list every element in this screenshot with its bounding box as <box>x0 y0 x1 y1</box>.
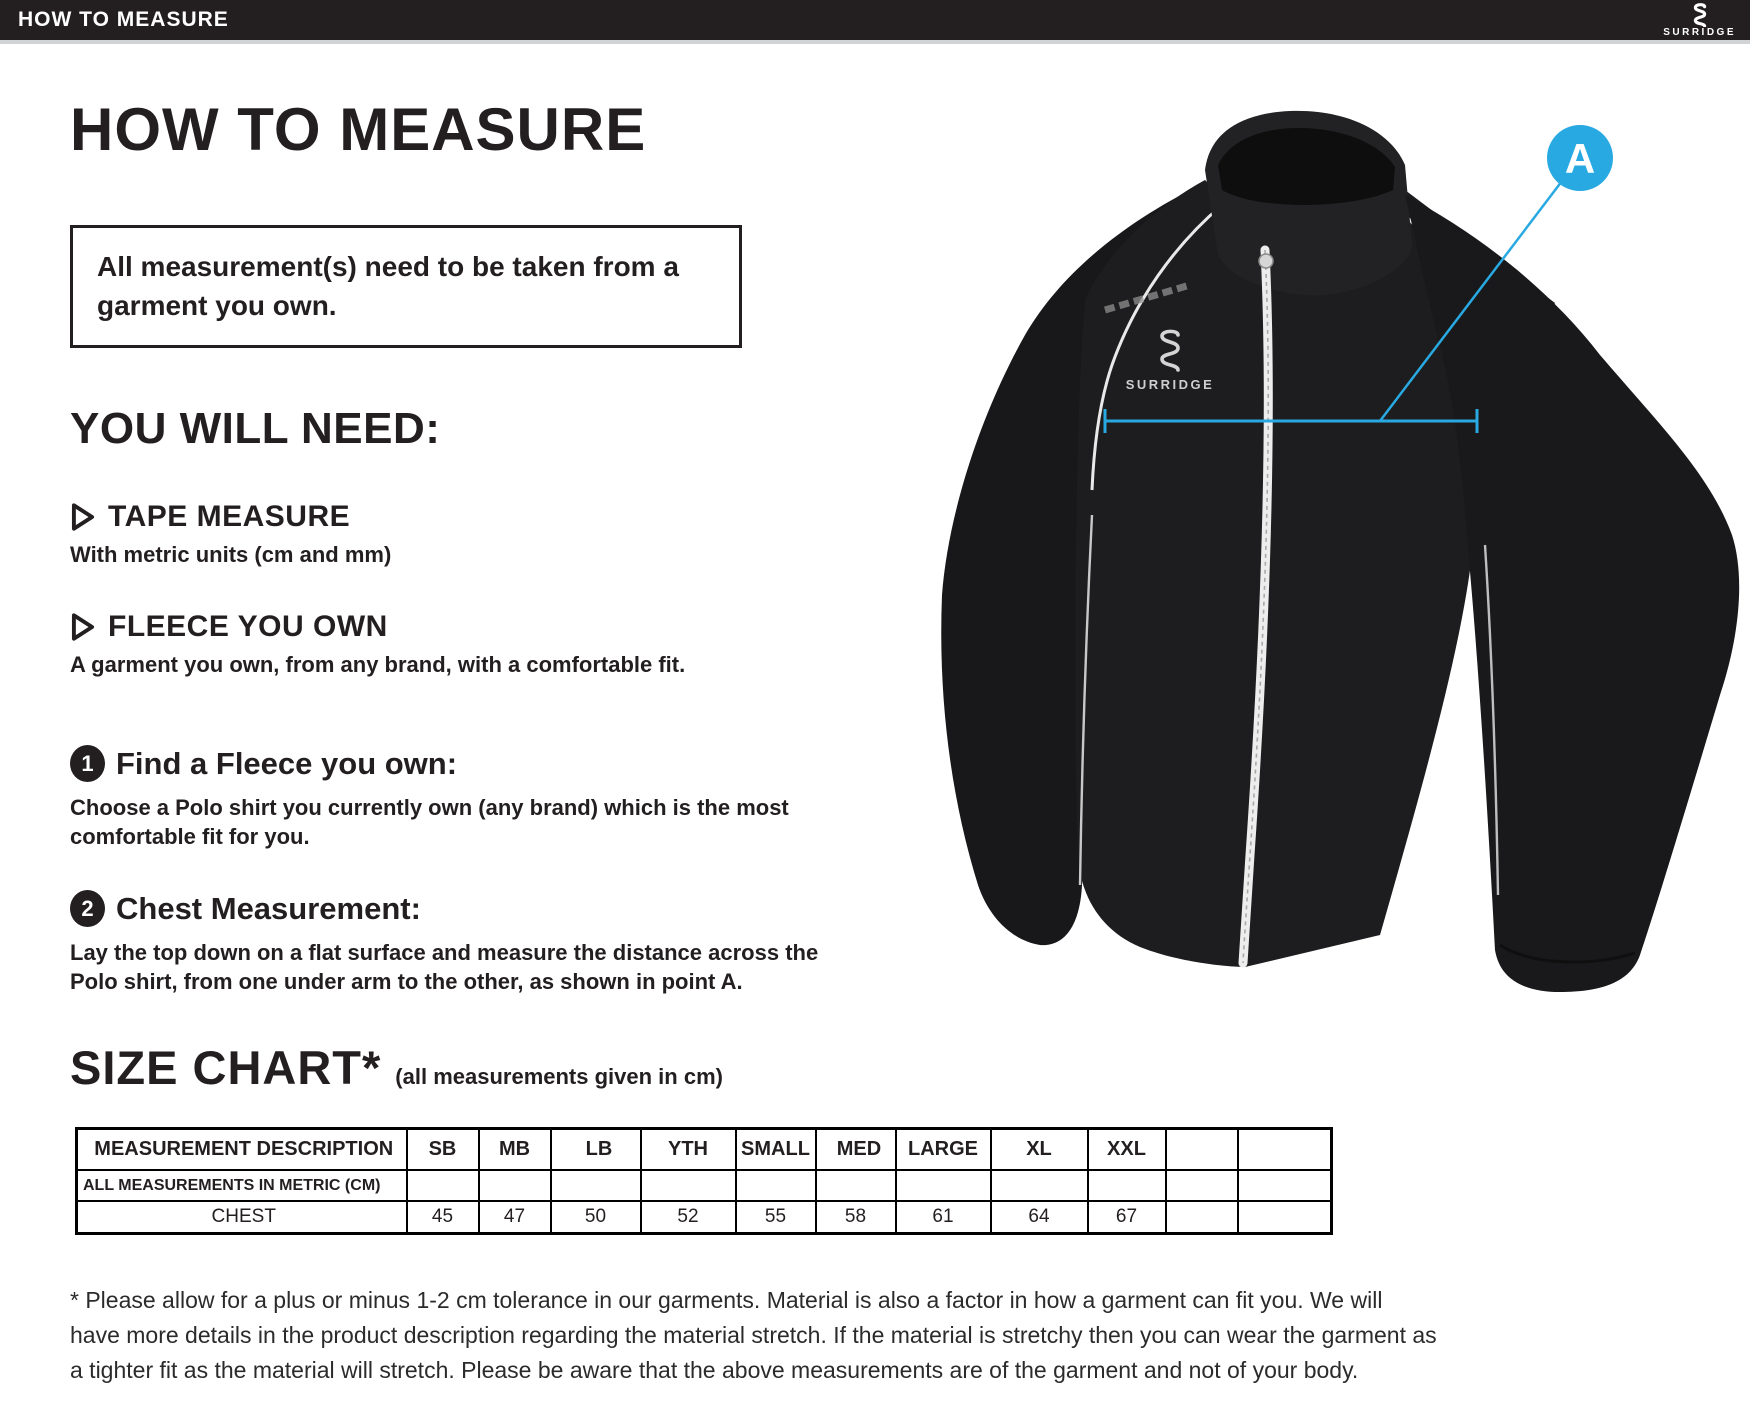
column-header: LB <box>551 1129 641 1171</box>
triangle-bullet-icon <box>70 612 96 642</box>
cell-value <box>551 1170 641 1201</box>
cell-value <box>1088 1170 1166 1201</box>
row-label: ALL MEASUREMENTS IN METRIC (CM) <box>77 1170 407 1201</box>
chest-logo-text: SURRIDGE <box>1125 377 1215 392</box>
note-box <box>70 225 742 348</box>
step-title: Chest Measurement: <box>116 890 421 926</box>
surridge-logo <box>1663 3 1750 38</box>
cell-value <box>407 1170 479 1201</box>
table-row <box>77 1170 1332 1201</box>
column-header: SB <box>407 1129 479 1171</box>
column-header: YTH <box>641 1129 736 1171</box>
cell-value <box>736 1170 816 1201</box>
cell-value: 45 <box>407 1201 479 1234</box>
need-item-title: FLEECE YOU OWN <box>108 610 388 643</box>
step-title: Find a Fleece you own: <box>116 745 458 781</box>
need-item-description: With metric units (cm and mm) <box>70 542 392 567</box>
cell-value <box>1166 1201 1238 1234</box>
top-bar <box>0 0 1750 44</box>
cell-value: 64 <box>991 1201 1088 1234</box>
jacket-illustration <box>900 95 1750 995</box>
size-chart-subtitle: (all measurements given in cm) <box>395 1064 723 1089</box>
cell-value <box>816 1170 896 1201</box>
size-chart-title: SIZE CHART* <box>70 1041 382 1094</box>
annotation-marker-label: A <box>1564 135 1596 182</box>
need-item-description: A garment you own, from any brand, with a comfortable fit. <box>70 652 686 677</box>
column-header: MEASUREMENT DESCRIPTION <box>77 1129 407 1171</box>
cell-value <box>896 1170 991 1201</box>
column-header <box>1238 1129 1332 1171</box>
footnote: * Please allow for a plus or minus 1-2 cm tolerance in our garments. Material is also a factor in how a garment can fit you. We will have more details in the product description regarding the material stretch. If the material is stretchy then you can wear the garment as a tighter fit as the material will stretch. Please be aware that the above measurements are of the garment and not of your body. <box>70 1287 1437 1383</box>
step-2-description: Lay the top down on a flat surface and measure the distance across the Polo shirt, from one under arm to the other, as shown in point A. <box>70 940 819 994</box>
step-2 <box>70 890 890 927</box>
cell-value: 47 <box>479 1201 551 1234</box>
column-header: XL <box>991 1129 1088 1171</box>
top-bar-title: HOW TO MEASURE <box>18 8 229 31</box>
cell-value <box>641 1170 736 1201</box>
column-header <box>1166 1129 1238 1171</box>
cell-value <box>1238 1201 1332 1234</box>
cell-value: 67 <box>1088 1201 1166 1234</box>
surridge-s-icon <box>1688 3 1712 27</box>
column-header: MB <box>479 1129 551 1171</box>
cell-value: 61 <box>896 1201 991 1234</box>
column-header: XXL <box>1088 1129 1166 1171</box>
triangle-bullet-icon <box>70 502 96 532</box>
row-label: CHEST <box>77 1201 407 1234</box>
size-chart-table <box>75 1127 1333 1235</box>
column-header: SMALL <box>736 1129 816 1171</box>
table-header-row <box>77 1129 1332 1171</box>
step-1 <box>70 745 890 782</box>
cell-value: 55 <box>736 1201 816 1234</box>
column-header: LARGE <box>896 1129 991 1171</box>
table-row <box>77 1201 1332 1234</box>
cell-value: 52 <box>641 1201 736 1234</box>
cell-value <box>1238 1170 1332 1201</box>
size-chart-heading <box>70 1040 723 1095</box>
need-item-title: TAPE MEASURE <box>108 500 351 533</box>
step-number-badge: 2 <box>70 890 105 927</box>
you-will-need-heading: YOU WILL NEED: <box>70 404 441 453</box>
need-item-fleece <box>70 610 890 678</box>
cell-value <box>991 1170 1088 1201</box>
need-item-tape-measure <box>70 500 890 568</box>
step-number-badge: 1 <box>70 745 105 782</box>
cell-value <box>1166 1170 1238 1201</box>
column-header: MED <box>816 1129 896 1171</box>
note-text: All measurement(s) need to be taken from a garment you own. <box>97 251 679 321</box>
surridge-logo-text: SURRIDGE <box>1663 26 1736 38</box>
jacket-zip-pull <box>1259 254 1273 268</box>
cell-value: 58 <box>816 1201 896 1234</box>
cell-value <box>479 1170 551 1201</box>
cell-value: 50 <box>551 1201 641 1234</box>
page-title: HOW TO MEASURE <box>70 96 647 163</box>
step-1-description: Choose a Polo shirt you currently own (any brand) which is the most comfortable fit for you. <box>70 795 789 849</box>
